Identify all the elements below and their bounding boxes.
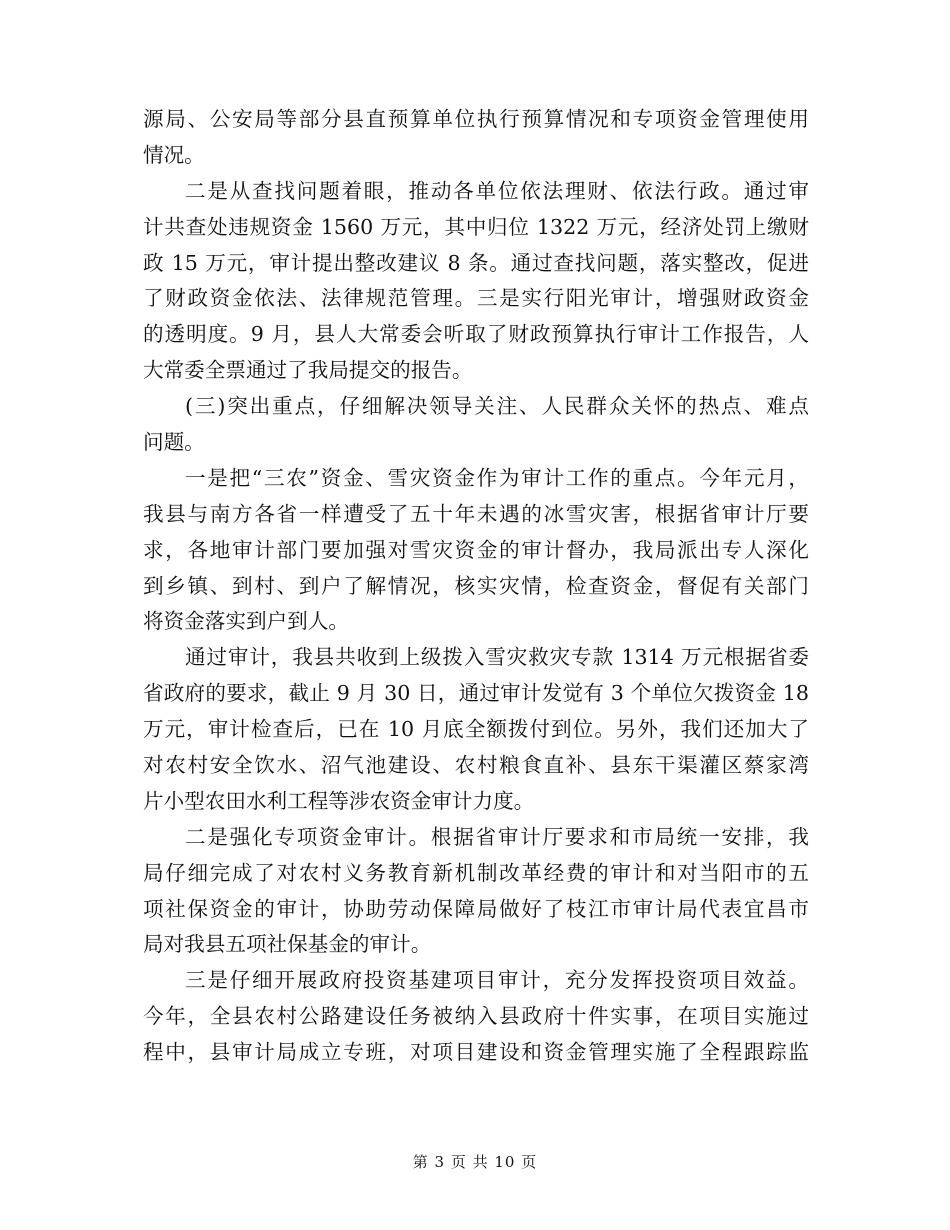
text-line: 源局、公安局等部分县直预算单位执行预算情况和专项资金管理使用	[143, 107, 809, 131]
text-line: 计共查处违规资金 1560 万元，其中归位 1322 万元，经济处罚上缴财	[143, 214, 809, 239]
text-line: 二是强化专项资金审计。根据省审计厅要求和市局统一安排，我	[185, 824, 809, 849]
text-line: 一是把“三农”资金、雪灾资金作为审计工作的重点。今年元月，	[185, 465, 809, 490]
text-line: 今年，全县农村公路建设任务被纳入县政府十件实事，在项目实施过	[143, 1004, 809, 1029]
text-line: 对农村安全饮水、沼气池建设、农村粮食直补、县东干渠灌区蔡家湾	[143, 753, 809, 778]
text-line: 程中，县审计局成立专班，对项目建设和资金管理实施了全程跟踪监	[143, 1040, 809, 1065]
text-line: 局对我县五项社保基金的审计。	[143, 932, 432, 957]
text-line: 我县与南方各省一样遭受了五十年未遇的冰雪灾害，根据省审计厅要	[143, 501, 809, 526]
text-line: 了财政资金依法、法律规范管理。三是实行阳光审计，增强财政资金	[143, 286, 809, 311]
text-line: 项社保资金的审计，协助劳动保障局做好了枝江市审计局代表宜昌市	[143, 896, 809, 921]
text-line: 局仔细完成了对农村义务教育新机制改革经费的审计和对当阳市的五	[143, 860, 809, 885]
text-line: 政 15 万元，审计提出整改建议 8 条。通过查找问题，落实整改，促进	[143, 250, 809, 275]
text-line: 求，各地审计部门要加强对雪灾资金的审计督办，我局派出专人深化	[143, 537, 809, 562]
page-footer: 第 3 页 共 10 页	[412, 1153, 538, 1171]
text-line: 省政府的要求，截止 9 月 30 日，通过审计发觉有 3 个单位欠拨资金 18	[143, 681, 809, 706]
text-line: 情况。	[143, 142, 205, 167]
text-line: 的透明度。9 月，县人大常委会听取了财政预算执行审计工作报告，人	[143, 322, 809, 347]
text-line: (三)突出重点，仔细解决领导关注、人民群众关怀的热点、难点	[185, 394, 809, 419]
text-line: 通过审计，我县共收到上级拨入雪灾救灾专款 1314 万元根据省委	[185, 645, 809, 670]
text-line: 问题。	[143, 430, 205, 455]
text-line: 万元，审计检查后，已在 10 月底全额拨付到位。另外，我们还加大了	[143, 717, 809, 742]
text-line: 片小型农田水利工程等涉农资金审计力度。	[143, 788, 535, 813]
text-line: 到乡镇、到村、到户了解情况，核实灾情，检查资金，督促有关部门	[143, 573, 809, 598]
text-line: 二是从查找问题着眼，推动各单位依法理财、依法行政。通过审	[185, 178, 809, 203]
document-body	[143, 102, 809, 1071]
text-line: 三是仔细开展政府投资基建项目审计，充分发挥投资项目效益。	[185, 968, 809, 993]
text-line: 将资金落实到户到人。	[143, 609, 349, 634]
text-line: 大常委全票通过了我局提交的报告。	[143, 358, 473, 383]
